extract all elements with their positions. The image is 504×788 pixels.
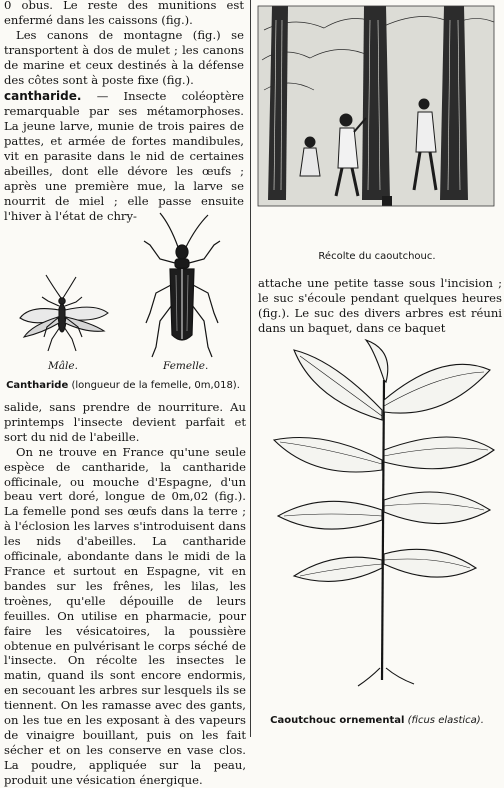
chrysalide-text: salide, sans prendre de nourriture. Au printemps l'insecte devient parfait et sort du nid de l'abeille. (4, 400, 246, 444)
ficus-plant (274, 340, 494, 686)
cantharide-figure (0, 205, 246, 395)
male-insect-drawing (20, 275, 108, 351)
column-divider (250, 0, 251, 737)
harvest-caption: Récolte du caoutchouc. (318, 251, 436, 262)
ficus-elastica-illustration (254, 340, 500, 700)
ficus-caption-latin: (ficus elastica). (407, 715, 484, 726)
female-label: Femelle. (163, 360, 209, 372)
canons-text: Les canons de montagne (fig.) se transportent à dos de mulet ; les canons de marine et ceux destinés à la défense des côtes sont à poste fixe (fig.). (4, 27, 244, 87)
cantharide-entry (4, 89, 244, 223)
sap-bucket (382, 196, 392, 206)
top-paragraph (0, 0, 246, 224)
female-insect-drawing (144, 213, 220, 357)
caption-detail: (longueur de la femelle, 0m,018). (71, 380, 240, 391)
entry-definition: — Insecte coléoptère remarquable par ses métamorphoses. La jeune larve, munie de trois paires de pattes, et armée de fortes mandibules, vit en parasite dans le nid de certaines abeilles, dont elle dévore les œufs ; après une première mue, la larve se nourrit de miel ; elle passe ensuite l'hiver à l'état de chry- (4, 89, 245, 223)
cantharide-caption (0, 379, 246, 392)
figure-sublabels (0, 360, 246, 374)
male-label: Mâle. (48, 360, 78, 372)
incision-text: attache une petite tasse sous l'incision ; le suc s'écoule pendant quelques heures (fig.). Le suc des divers arbres est réuni dans un baquet, dans ce baquet (258, 276, 502, 335)
cantharide-illustration (0, 205, 246, 365)
plant-stem (382, 380, 384, 680)
ficus-caption-title: Caoutchouc ornemental (270, 715, 405, 726)
left-column (0, 0, 246, 787)
ficus-leaves (274, 340, 494, 581)
rubber-harvest-illustration (254, 0, 500, 235)
france-species-text: On ne trouve en France qu'une seule espèce de cantharide, la cantharide officinale, ou mouche d'Espagne, d'un beau vert doré, longue de 0m,02 (fig.). La femelle pond ses œufs dans la terre ; à l'éclosion les larves s'introduisent dans les nids d'abeilles. La cantharide officinale, abondante dans le midi de la France et surtout en Espagne, vit en bandes sur les frênes, les lilas, les troènes, qu'elle dépouille de leurs feuilles. On utilise en pharmacie, pour faire les vésicatoires, la poussière obtenue en pulvérisant le corps séché de l'insecte. On récolte les insectes le matin, quand ils sont encore endormis, en secouant les arbres sur lesquels ils se tiennent. On les ramasse avec des gants, on les tue en les exposant à des vapeurs de vinaigre bouillant, puis on les fait sécher et on les conserve en vase clos. La poudre, appliquée sur la peau, produit une vésication énergique. (4, 444, 246, 787)
ficus-caption (254, 714, 500, 727)
continued-paragraphs (0, 400, 248, 788)
caption-title: Cantharide (6, 380, 69, 391)
munitions-text: 0 obus. Le reste des munitions est enfermé dans les caissons (fig.). (4, 0, 244, 27)
caoutchouc-paragraph (254, 276, 504, 336)
entry-headword: cantharide. (4, 89, 82, 104)
right-column (254, 0, 500, 737)
